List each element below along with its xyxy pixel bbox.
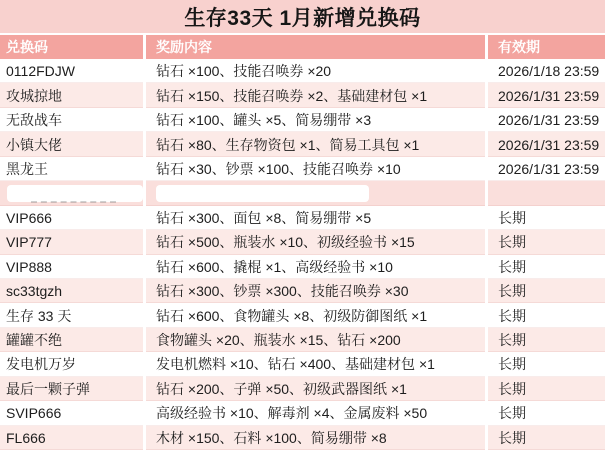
code-cell: 发电机万岁: [0, 352, 143, 376]
table-row: [0, 401, 605, 425]
validity-cell: 长期: [488, 377, 605, 401]
validity-cell: 2026/1/18 23:59: [488, 59, 605, 83]
table-row: [0, 83, 605, 107]
reward-cell: 钻石 ×100、罐头 ×5、简易绷带 ×3: [146, 108, 485, 132]
reward-cell: 钻石 ×100、技能召唤券 ×20: [146, 59, 485, 83]
validity-cell: 2026/1/31 23:59: [488, 132, 605, 156]
reward-cell: 钻石 ×600、食物罐头 ×8、初级防御图纸 ×1: [146, 303, 485, 327]
code-cell: [0, 181, 143, 205]
reward-cell: 钻石 ×150、技能召唤券 ×2、基础建材包 ×1: [146, 83, 485, 107]
column-header-code: 兑换码: [0, 35, 143, 59]
table-row: [0, 279, 605, 303]
table-row: [0, 108, 605, 132]
table-spacer-row: [0, 181, 605, 205]
code-cell: SVIP666: [0, 401, 143, 425]
table-row: [0, 157, 605, 181]
validity-cell: 2026/1/31 23:59: [488, 83, 605, 107]
reward-cell: 钻石 ×30、钞票 ×100、技能召唤券 ×10: [146, 157, 485, 181]
reward-cell: [146, 181, 485, 205]
validity-cell: 长期: [488, 303, 605, 327]
table-header-row: [0, 35, 605, 59]
code-cell: 无敌战车: [0, 108, 143, 132]
table-row: [0, 230, 605, 254]
reward-cell: 食物罐头 ×20、瓶装水 ×15、钻石 ×200: [146, 328, 485, 352]
code-cell: 生存 33 天: [0, 303, 143, 327]
table-row: [0, 132, 605, 156]
table-row: [0, 328, 605, 352]
empty-cell-placeholder: [156, 185, 369, 202]
table-row: [0, 426, 605, 450]
code-cell: 0112FDJW: [0, 59, 143, 83]
page-title: 生存33天 1月新增兑换码: [184, 6, 421, 30]
column-header-reward: 奖励内容: [146, 35, 485, 59]
code-cell: 黑龙王: [0, 157, 143, 181]
reward-cell: 钻石 ×80、生存物资包 ×1、简易工具包 ×1: [146, 132, 485, 156]
page-title-bar: [0, 0, 605, 35]
table-row: [0, 206, 605, 230]
validity-cell: 长期: [488, 352, 605, 376]
code-cell: VIP888: [0, 255, 143, 279]
validity-cell: [488, 181, 605, 205]
validity-cell: 长期: [488, 279, 605, 303]
validity-cell: 长期: [488, 426, 605, 450]
reward-cell: 木材 ×150、石料 ×100、简易绷带 ×8: [146, 426, 485, 450]
code-cell: FL666: [0, 426, 143, 450]
reward-cell: 钻石 ×200、子弹 ×50、初级武器图纸 ×1: [146, 377, 485, 401]
reward-cell: 钻石 ×600、撬棍 ×1、高级经验书 ×10: [146, 255, 485, 279]
empty-cell-placeholder: [7, 185, 143, 202]
table-row: [0, 303, 605, 327]
table-row: [0, 255, 605, 279]
code-cell: VIP777: [0, 230, 143, 254]
table-row: [0, 352, 605, 376]
table-row: [0, 59, 605, 83]
code-cell: 小镇大佬: [0, 132, 143, 156]
column-header-validity: 有效期: [488, 35, 605, 59]
validity-cell: 长期: [488, 255, 605, 279]
reward-cell: 钻石 ×500、瓶装水 ×10、初级经验书 ×15: [146, 230, 485, 254]
validity-cell: 长期: [488, 328, 605, 352]
validity-cell: 长期: [488, 230, 605, 254]
reward-cell: 高级经验书 ×10、解毒剂 ×4、金属废料 ×50: [146, 401, 485, 425]
validity-cell: 长期: [488, 401, 605, 425]
validity-cell: 2026/1/31 23:59: [488, 157, 605, 181]
validity-cell: 长期: [488, 206, 605, 230]
code-cell: sc33tgzh: [0, 279, 143, 303]
table-body: [0, 59, 605, 450]
code-cell: 攻城掠地: [0, 83, 143, 107]
reward-cell: 发电机燃料 ×10、钻石 ×400、基础建材包 ×1: [146, 352, 485, 376]
code-cell: 罐罐不绝: [0, 328, 143, 352]
table-row: [0, 377, 605, 401]
code-cell: 最后一颗子弹: [0, 377, 143, 401]
validity-cell: 2026/1/31 23:59: [488, 108, 605, 132]
reward-cell: 钻石 ×300、面包 ×8、简易绷带 ×5: [146, 206, 485, 230]
reward-cell: 钻石 ×300、钞票 ×300、技能召唤券 ×30: [146, 279, 485, 303]
code-cell: VIP666: [0, 206, 143, 230]
